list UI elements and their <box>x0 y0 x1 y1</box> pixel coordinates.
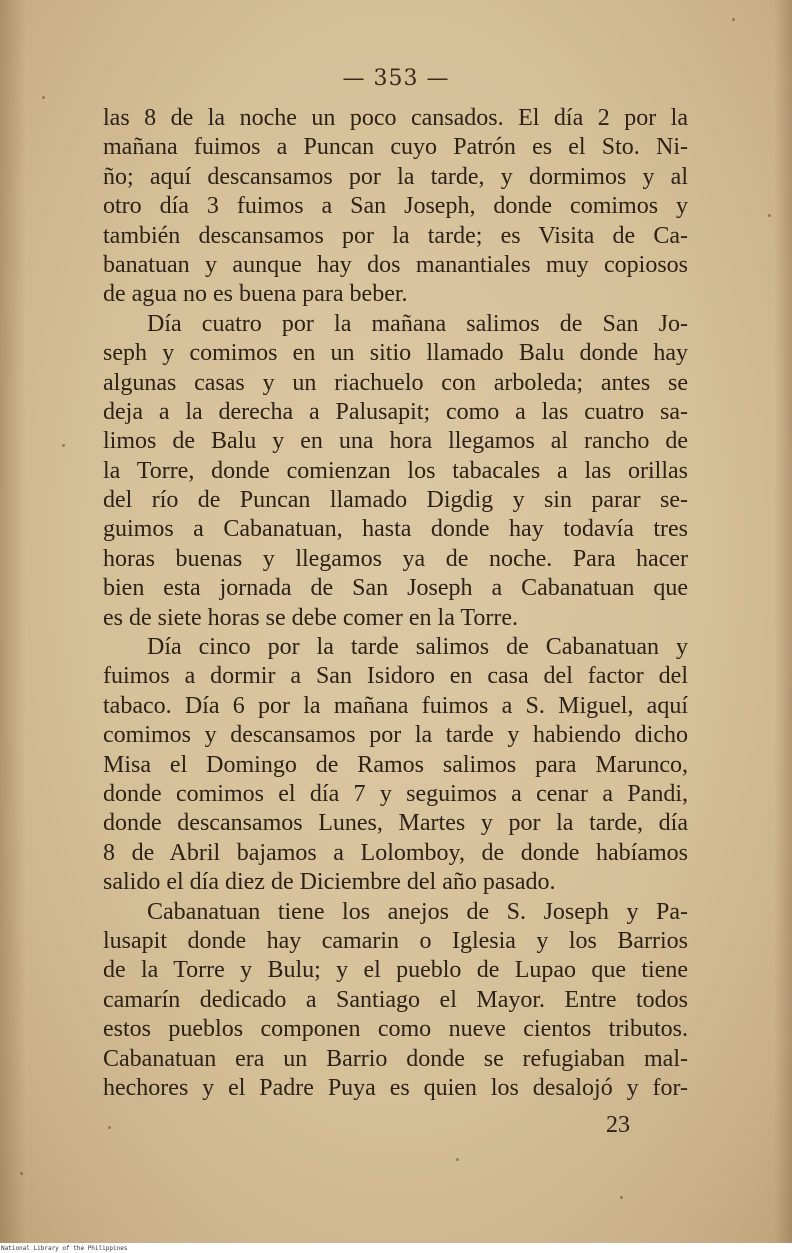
text-line: Misa el Domingo de Ramos salimos para Marunco, <box>103 751 688 778</box>
text-line: la Torre, donde comienzan los tabacales a las orillas <box>103 457 688 484</box>
text-line: Día cinco por la tarde salimos de Cabanatuan y <box>147 634 688 661</box>
text-line: también descansamos por la tarde; es Visita de Ca- <box>103 222 688 249</box>
text-line: las 8 de la noche un poco cansados. El día 2 por la <box>103 105 688 131</box>
text-line: Cabanatuan era un Barrio donde se refugiaban mal- <box>103 1045 688 1072</box>
paragraph <box>103 633 688 898</box>
text-line: de la Torre y Bulu; y el pueblo de Lupao que tiene <box>103 957 688 984</box>
text-line: fuimos a dormir a San Isidoro en casa del factor del <box>103 663 688 690</box>
text-line: hechores y el Padre Puya es quien los desalojó y for- <box>103 1074 688 1101</box>
text-line: de agua no es buena para beber. <box>103 281 408 308</box>
text-line: del río de Puncan llamado Digdig y sin parar se- <box>103 487 688 514</box>
signature-mark: 23 <box>606 1112 630 1138</box>
library-credit: National Library of the Philippines <box>1 1245 128 1252</box>
paper-speck <box>620 1196 623 1199</box>
right-page-shadow <box>774 0 792 1243</box>
text-line: Cabanatuan tiene los anejos de S. Joseph y Pa- <box>147 898 688 925</box>
paragraph <box>103 104 688 310</box>
paper-speck <box>108 1126 111 1129</box>
paper-speck <box>20 1172 23 1175</box>
text-line: es de siete horas se debe comer en la Torre. <box>103 604 519 631</box>
text-line: guimos a Cabanatuan, hasta donde hay todavía tres <box>103 516 688 543</box>
text-line: otro día 3 fuimos a San Joseph, donde comimos y <box>103 193 688 220</box>
text-line: limos de Balu y en una hora llegamos al rancho de <box>103 428 688 455</box>
paper-speck <box>732 18 735 21</box>
text-line: 8 de Abril bajamos a Lolomboy, de donde habíamos <box>103 839 688 866</box>
text-line: banatuan y aunque hay dos manantiales muy copiosos <box>103 251 688 278</box>
text-line: lusapit donde hay camarin o Iglesia y los Barrios <box>103 927 688 954</box>
text-line: comimos y descansamos por la tarde y habiendo dicho <box>103 722 688 749</box>
paragraph <box>103 898 688 1104</box>
text-line: donde comimos el día 7 y seguimos a cenar a Pandi, <box>103 780 688 807</box>
page-number-header: — 353 — <box>342 66 450 91</box>
text-line: tabaco. Día 6 por la mañana fuimos a S. Miguel, aquí <box>103 692 688 719</box>
text-line: deja a la derecha a Palusapit; como a las cuatro sa- <box>103 398 688 425</box>
text-line: horas buenas y llegamos ya de noche. Para hacer <box>103 545 688 572</box>
text-line: algunas casas y un riachuelo con arboleda; antes se <box>103 369 688 396</box>
left-page-shadow <box>0 0 26 1243</box>
text-line: camarín dedicado a Santiago el Mayor. Entre todos <box>103 986 688 1013</box>
paper-speck <box>456 1158 459 1161</box>
text-line: ño; aquí descansamos por la tarde, y dormimos y al <box>103 163 688 190</box>
paper-speck <box>768 214 771 217</box>
body-text <box>103 104 688 1103</box>
text-line: donde descansamos Lunes, Martes y por la tarde, día <box>103 810 688 837</box>
text-line: Día cuatro por la mañana salimos de San Jo- <box>147 310 688 337</box>
paper-speck <box>62 444 65 447</box>
text-line: salido el día diez de Diciembre del año pasado. <box>103 869 556 896</box>
paper-speck <box>42 96 45 99</box>
text-line: estos pueblos componen como nueve cientos tributos. <box>103 1016 688 1043</box>
paragraph <box>103 310 688 633</box>
text-line: bien esta jornada de San Joseph a Cabanatuan que <box>103 575 688 602</box>
text-line: seph y comimos en un sitio llamado Balu donde hay <box>103 340 688 367</box>
text-line: mañana fuimos a Puncan cuyo Patrón es el Sto. Ni- <box>103 134 688 161</box>
